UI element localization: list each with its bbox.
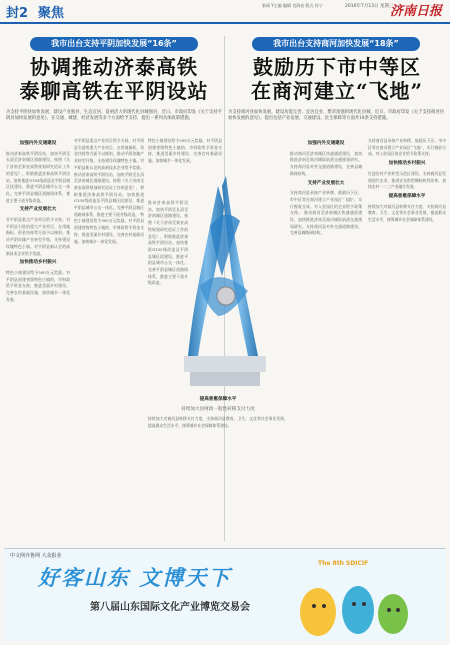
- ad-logo-text: 中文网齐鲁网 大众报业: [10, 553, 62, 559]
- right-body-2: 支持商河县承接产业转移，鼓励历下区、市中区等在商河建立产业园区“飞地”，实行税收分成。对入驻园区的企业给予政策支持。: [290, 190, 362, 216]
- right-lead: 为支持商河县加快发展，建设功能完善、宜居宜业、繁荣富强的现代化县城，近日，市政府印发《关于支持商河县加快发展的意见》，提出包括产业发展、交通建设、民生保障等方面共18条支持措施。: [228, 110, 444, 122]
- mascot-image: [278, 572, 418, 638]
- center-subtitle: 持续加大县财政一般性转移支付力度: [181, 406, 255, 412]
- left-lead: 为支持平阴县加快发展，建设产业强县、生态宜居、富裕活力的现代化县城强县，近日，市政府印发《关于支持平阴县加快发展的意见》，在交通、城建、经济发展等多个方面给予支持，提出一系列具体政策措施。: [6, 110, 222, 122]
- center-subhead: 提高普惠保障水平: [199, 397, 237, 402]
- left-subhead-1: 加强内外交通建设: [19, 141, 57, 146]
- left-body-1: 推动济泰高铁平阴设站，加快平阴至长清至济南城区道路建设。按照《关于济南至泰安高铁规划研究论证工作的意见》，积极推进济泰高铁平阴设站。加快推进G105线改造及平阴县城区段建设，推进平阴县城市公交一体化。完善平阴县城区道路网体系，推进主要干道升级改造。: [6, 150, 70, 203]
- issue-date: 2016年7月13日 星期三: [345, 4, 394, 9]
- left-col-2: [74, 138, 144, 538]
- left-col-1: [6, 138, 70, 538]
- left-body-1b: 推动济泰高铁平阴设站，加快平阴至长清至济南城区道路建设。按照《关于济南至泰安高铁规划研究论证工作的意见》，积极推进济泰高铁平阴设站。加快推进G105线改造及平阴县城区段建设，推进平阴县城市公交一体化。完善平阴县城区道路网体系，推进主要干道升级改造。: [74, 171, 144, 217]
- left-headline: [8, 55, 220, 103]
- left-body-2b: 对平阴县重点产业项目给予支持。对平阴县引进的重大产业项目，在用地指标、资金扶持等方面予以倾斜。推动平阴玫瑰产业转型升级，支持建设玫瑰特色小镇。对平阴县新认定的高新技术企业给予奖励。: [74, 138, 144, 170]
- quancheng-tower-image: [170, 166, 280, 394]
- left-subhead-3: 加快推动乡村振兴: [19, 260, 57, 266]
- section-title: 聚焦: [38, 6, 65, 21]
- left-banner: 我市出台支持平阴加快发展“16条”: [30, 37, 198, 51]
- right-headline-line2: 在商河建立“飞地”: [250, 79, 423, 103]
- right-body-4: 持续加大对商河县转移支付力度，支持商河县教育、卫生、文化等社会事业发展，提高群众生活水平，统筹城乡社会保障体系建设。: [368, 203, 446, 223]
- page-header: [0, 0, 450, 24]
- center-col: [148, 394, 288, 538]
- left-subhead-2: 支持产业发展壮大: [19, 207, 57, 213]
- ad-subtitle: 第八届山东国际文化产业博览交易会: [90, 602, 250, 613]
- center-body: 持续加大对商河县转移支付力度，支持商河县教育、卫生、文化等社会事业发展，提高群众生活水平，统筹城乡社会保障体系建设。: [148, 416, 288, 429]
- editor-info: 新闻 Y主编 编辑 肖海亮 版式 孙宁: [262, 3, 323, 8]
- right-banner: 我市出台支持商河加快发展“18条”: [252, 37, 420, 51]
- page-number: 封2: [6, 6, 29, 21]
- right-headline: [228, 55, 446, 103]
- left-body-2: 对平阴县重点产业项目给予支持。对平阴县引进的重大产业项目，在用地指标、资金扶持等方面予以倾斜。推动平阴玫瑰产业转型升级，支持建设玫瑰特色小镇。对平阴县新认定的高新技术企业给予奖励。: [6, 217, 70, 256]
- right-body-1: 推动商河至济南城区快速通道建设，加快推进济南至商河城际轨道交通规划研究。支持商河县对外交通道路建设，完善县域路网结构。: [290, 150, 362, 176]
- right-headline-line1: 鼓励历下市中等区: [253, 55, 421, 79]
- right-body-3: 打造农村产业转型示范区建设，支持商河县发展现代农业，推进农业供给侧结构性改革，加快农村一二三产业融合发展。: [368, 170, 446, 190]
- newspaper-masthead: 济南日报: [389, 4, 442, 19]
- expo-logo: The 8th SDICIF: [318, 560, 369, 567]
- right-body-1b: 推动商河至济南城区快速通道建设，加快推进济南至商河城际轨道交通规划研究。支持商河县对外交通道路建设，完善县域路网结构。: [290, 210, 362, 236]
- left-col-3: [148, 138, 222, 168]
- right-body-2b: 支持商河县承接产业转移，鼓励历下区、市中区等在商河建立产业园区“飞地”，实行税收分成。对入驻园区的企业给予政策支持。: [368, 138, 446, 157]
- ad-title: 好客山东 文博天下: [38, 565, 232, 590]
- left-body-3c: 特色小镇建设给予500万元奖励。对平阴县创建省级特色小镇的，市财政给予资金支持，推进美丽乡村建设，完善农村基础设施，加快城乡一体化发展。: [148, 138, 222, 164]
- left-body-3: 特色小镇建设给予500万元奖励。对平阴县创建省级特色小镇的，市财政给予资金支持，推进美丽乡村建设，完善农村基础设施，加快城乡一体化发展。: [6, 269, 70, 302]
- right-subhead-1: 加强内外交通建设: [307, 141, 345, 146]
- left-body-3b: 特色小镇建设给予500万元奖励。对平阴县创建省级特色小镇的，市财政给予资金支持，推进美丽乡村建设，完善农村基础设施，加快城乡一体化发展。: [74, 211, 144, 244]
- right-subhead-4: 提高普惠保障水平: [388, 193, 426, 199]
- right-subhead-3: 加快推动乡村振兴: [388, 161, 426, 167]
- right-col-2: [368, 138, 446, 538]
- right-subhead-2: 支持产业发展壮大: [307, 180, 345, 186]
- right-col-1: [290, 138, 362, 538]
- left-headline-line1: 协调推动济泰高铁: [30, 55, 198, 79]
- center-left-body: 推动济泰高铁平阴设站，加快平阴至长清至济南城区道路建设。按照《关于济南至泰安高铁规划研究论证工作的意见》，积极推进济泰高铁平阴设站。加快推进G105线改造及平阴县城区段建设，推进平阴县城市公交一体化。完善平阴县城区道路网体系，推进主要干道升级改造。: [148, 200, 188, 286]
- left-headline-line2: 泰聊高铁在平阴设站: [19, 79, 209, 103]
